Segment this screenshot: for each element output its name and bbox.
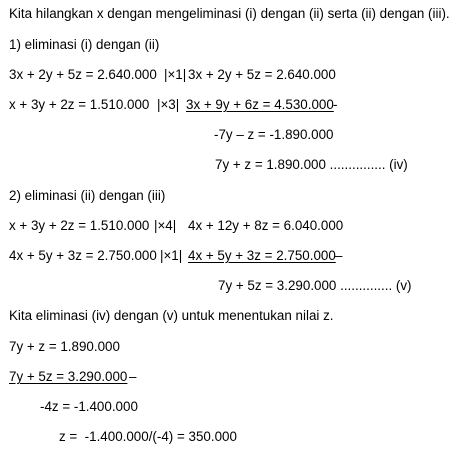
step1-row1-equation: 3x + 2y + 5z = 2.640.000 (9, 67, 157, 82)
intro-text: Kita hilangkan x dengan mengeliminasi (i) dengan (ii) serta (ii) dengan (iii). (9, 6, 450, 21)
step2-row1-equation: x + 3y + 2z = 1.510.000 (9, 218, 150, 233)
step1-heading: 1) eliminasi (i) dengan (ii) (9, 37, 160, 52)
step2-row2-equation: 4x + 5y + 3z = 2.750.000 (9, 248, 157, 263)
step1-row2-result: 3x + 9y + 6z = 4.530.000 (186, 97, 334, 112)
step2-final-equation: 7y + 5z = 3.290.000 .............. (v) (218, 278, 412, 293)
step3-intro: Kita eliminasi (iv) dengan (v) untuk menentukan nilai z. (9, 308, 334, 323)
step3-equation-1: 7y + z = 1.890.000 (9, 339, 120, 354)
step2-row2-result: 4x + 5y + 3z = 2.750.000 (188, 248, 336, 263)
step3-solution: z = -1.400.000/(-4) = 350.000 (59, 429, 237, 444)
step1-row1-multiplier: |×1| (164, 67, 187, 82)
step2-minus-sign: – (335, 248, 343, 263)
step1-row2-equation: x + 3y + 2z = 1.510.000 (9, 97, 150, 112)
step1-final-equation: 7y + z = 1.890.000 ............... (iv) (215, 157, 408, 172)
step2-row2-multiplier: |×1| (160, 248, 183, 263)
step3-minus-sign: – (129, 369, 137, 384)
step1-row2-multiplier: |×3| (157, 97, 180, 112)
step2-heading: 2) eliminasi (ii) dengan (iii) (9, 188, 166, 203)
step1-row1-result: 3x + 2y + 5z = 2.640.000 (188, 67, 336, 82)
step3-difference: -4z = -1.400.000 (40, 399, 138, 414)
step1-minus-sign: - (333, 97, 338, 112)
step2-row1-result: 4x + 12y + 8z = 6.040.000 (188, 218, 344, 233)
step2-row1-multiplier: |×4| (154, 218, 177, 233)
step3-equation-2: 7y + 5z = 3.290.000 (9, 369, 128, 384)
step1-difference: -7y – z = -1.890.000 (214, 127, 334, 142)
